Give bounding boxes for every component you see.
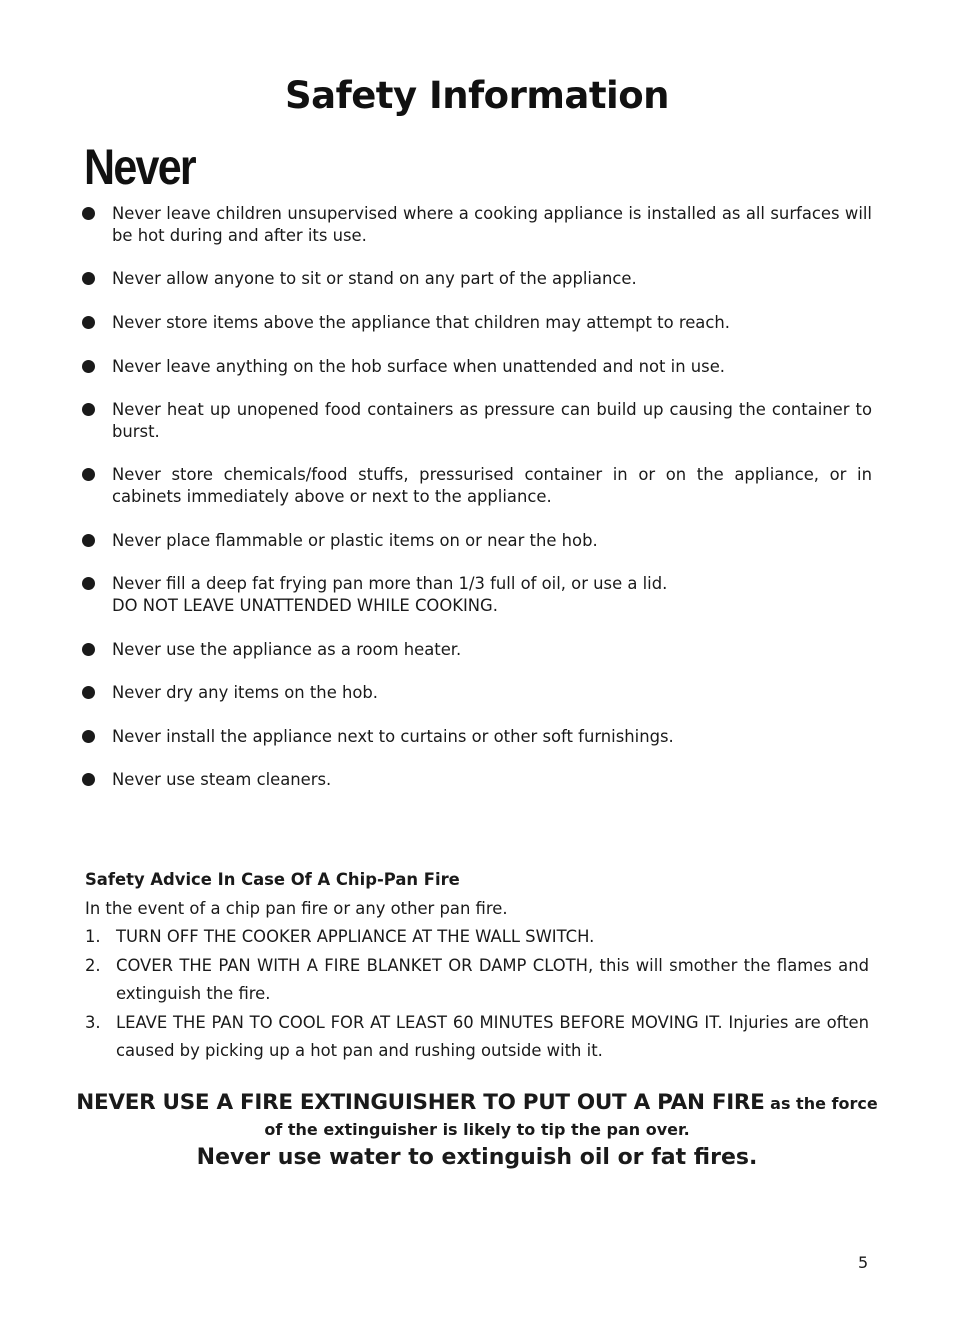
warning-continuation: as the force: [770, 1094, 878, 1113]
never-item: [82, 399, 872, 443]
never-item: [82, 769, 872, 791]
advice-step: [85, 952, 869, 1009]
never-item-text: Never leave anything on the hob surface when unattended and not in use.: [112, 357, 726, 376]
bullet-icon: [82, 272, 95, 285]
never-item-text: Never dry any items on the hob.: [112, 683, 379, 702]
bullet-icon: [82, 360, 95, 373]
warning-block: [0, 1088, 954, 1173]
step-number: 3.: [85, 1012, 101, 1032]
never-item: [82, 639, 872, 661]
advice-intro: In the event of a chip pan fire or any other pan fire.: [85, 898, 508, 918]
never-item-text: Never install the appliance next to curtains or other soft furnishings.: [112, 727, 674, 746]
never-item-text: Never heat up unopened food containers as pressure can build up causing the container to burst.: [112, 400, 872, 441]
bullet-icon: [82, 577, 95, 590]
never-item-text: Never use steam cleaners.: [112, 770, 332, 789]
advice-step: [85, 1009, 869, 1066]
section-title: Never: [84, 139, 195, 195]
warning-line-1: [0, 1088, 954, 1119]
never-item: [82, 726, 872, 748]
never-item-text: Never leave children unsupervised where a cooking appliance is installed as all surfaces will be hot during and after its use.: [112, 204, 872, 245]
never-item: [82, 464, 872, 508]
advice-steps: [85, 923, 869, 1066]
bullet-icon: [82, 730, 95, 743]
bullet-icon: [82, 534, 95, 547]
advice-step: [85, 923, 869, 952]
never-item-text: Never use the appliance as a room heater.: [112, 640, 462, 659]
step-text: LEAVE THE PAN TO COOL FOR AT LEAST 60 MINUTES BEFORE MOVING IT. Injuries are often caused by picking up a hot pan and rushing outside with it.: [116, 1012, 869, 1060]
never-list: [82, 203, 872, 791]
step-text: COVER THE PAN WITH A FIRE BLANKET OR DAMP CLOTH, this will smother the flames and extinguish the fire.: [116, 955, 869, 1003]
bullet-icon: [82, 316, 95, 329]
step-text: TURN OFF THE COOKER APPLIANCE AT THE WALL SWITCH.: [116, 927, 595, 946]
bullet-icon: [82, 686, 95, 699]
never-item: [82, 203, 872, 247]
step-number: 2.: [85, 955, 101, 975]
never-item-text: Never store items above the appliance that children may attempt to reach.: [112, 313, 730, 332]
bullet-icon: [82, 468, 95, 481]
never-item: [82, 530, 872, 552]
never-item: [82, 356, 872, 378]
warning-water: Never use water to extinguish oil or fat fires.: [196, 1145, 758, 1170]
never-item: [82, 573, 872, 617]
advice-heading: Safety Advice In Case Of A Chip-Pan Fire: [85, 870, 460, 889]
never-item-text: Never store chemicals/food stuffs, pressurised container in or on the appliance, or in cabinets immediately above or next to the appliance.: [112, 465, 872, 506]
page-number: 5: [858, 1253, 869, 1272]
bullet-icon: [82, 773, 95, 786]
never-item-extra: DO NOT LEAVE UNATTENDED WHILE COOKING.: [112, 596, 498, 615]
never-item: [82, 268, 872, 290]
page-title: Safety Information: [284, 74, 670, 117]
bullet-icon: [82, 403, 95, 416]
step-number: 1.: [85, 927, 101, 946]
bullet-icon: [82, 207, 95, 220]
bullet-icon: [82, 643, 95, 656]
warning-emphasis: NEVER USE A FIRE EXTINGUISHER TO PUT OUT A PAN FIRE: [76, 1090, 765, 1115]
never-item-text: Never allow anyone to sit or stand on any part of the appliance.: [112, 269, 637, 288]
warning-line-2: of the extinguisher is likely to tip the pan over.: [264, 1120, 690, 1139]
never-item-text: Never place flammable or plastic items on or near the hob.: [112, 531, 598, 550]
never-item: [82, 312, 872, 334]
never-item-text: Never fill a deep fat frying pan more than 1/3 full of oil, or use a lid.: [112, 574, 668, 593]
never-item: [82, 682, 872, 704]
chip-pan-fire-advice: [85, 866, 869, 1066]
